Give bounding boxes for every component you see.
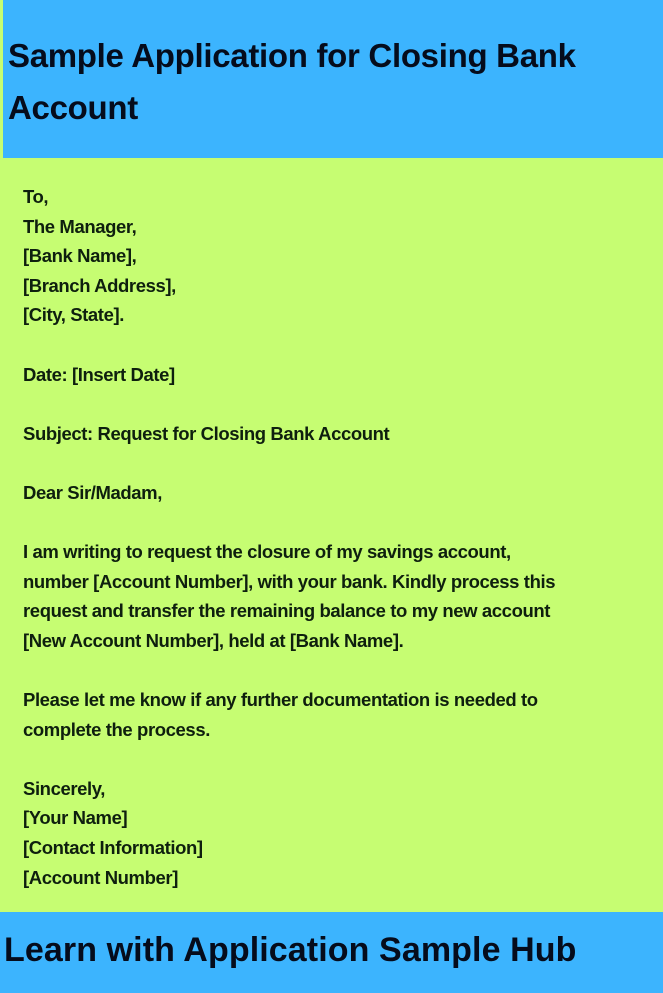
paragraph-line: Please let me know if any further documentation is needed to [23,689,538,711]
paragraph-line: [New Account Number], held at [Bank Name]. [23,629,404,651]
recipient-block [23,182,653,330]
closing-line: [Your Name] [23,807,128,829]
letter-body [23,182,653,892]
paragraph-line: complete the process. [23,718,210,740]
closing-line: [Account Number] [23,866,178,888]
footer-banner [0,912,663,993]
paragraph-documentation [23,685,653,744]
recipient-line: [Branch Address], [23,274,176,296]
closing-line: Sincerely, [23,777,106,799]
paragraph-line: I am writing to request the closure of my savings account, [23,541,511,563]
date-line: Date: [Insert Date] [23,363,175,385]
recipient-line: The Manager, [23,215,137,237]
recipient-line: [Bank Name], [23,245,137,267]
recipient-line: To, [23,186,49,207]
page-title: Sample Application for Closing Bank Account [8,37,576,126]
header-banner [3,0,663,158]
closing-line: [Contact Information] [23,837,203,859]
paragraph-request [23,537,653,655]
closing-block [23,774,653,892]
salutation: Dear Sir/Madam, [23,481,162,503]
paragraph-line: request and transfer the remaining balance to my new account [23,600,551,622]
subject-line: Subject: Request for Closing Bank Account [23,422,390,444]
recipient-line: [City, State]. [23,304,124,326]
footer-text: Learn with Application Sample Hub [4,931,577,969]
paragraph-line: number [Account Number], with your bank. Kindly process this [23,570,556,592]
